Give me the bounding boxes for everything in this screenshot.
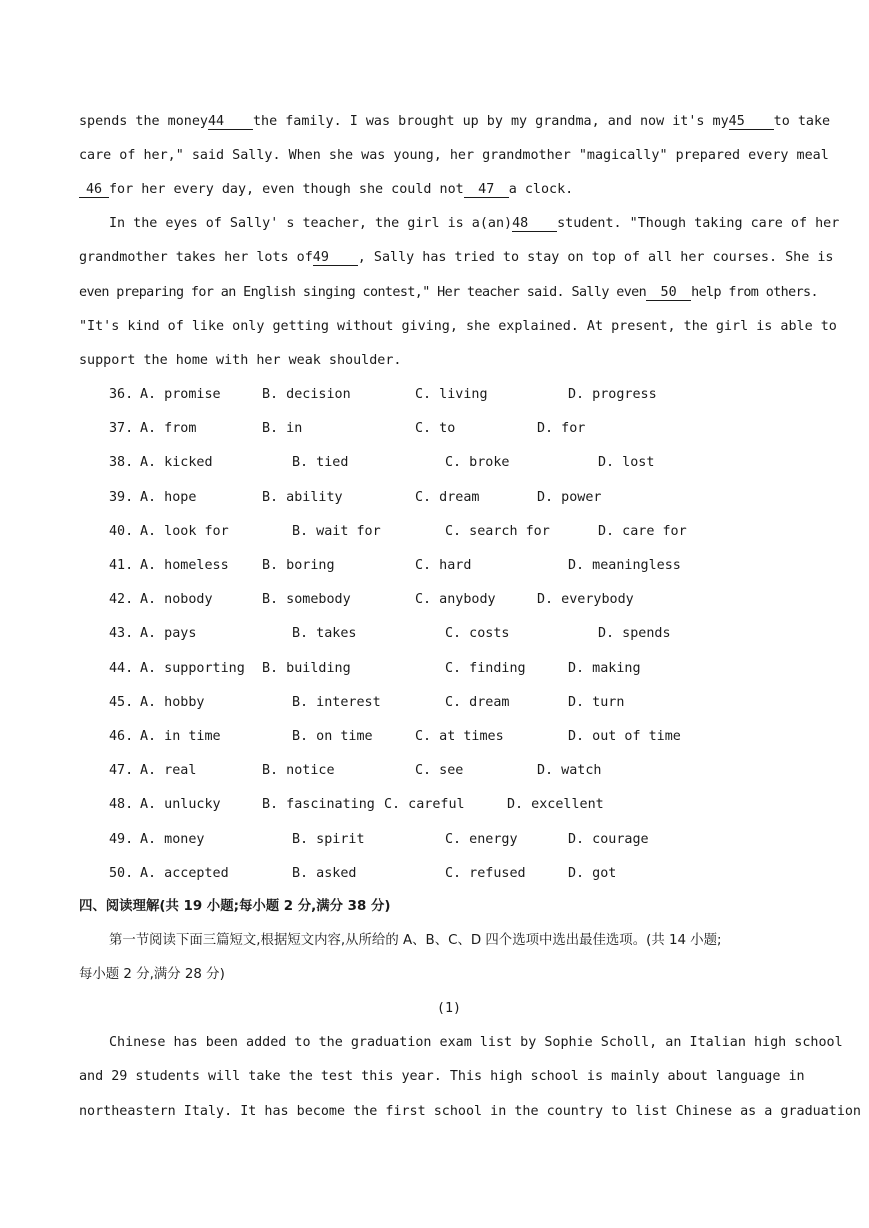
passage-line [79,113,831,131]
blank-49: 49 [313,250,358,266]
option-row [109,489,809,507]
option-a: A. real [140,763,197,779]
passage-number: (1) [436,1001,462,1016]
option-a: A. kicked [140,455,213,471]
option-c: C. costs [445,626,510,642]
option-b: B. spirit [292,831,365,847]
blank-48: 48 [512,216,557,232]
option-c: C. finding [445,660,526,676]
option-b: B. takes [292,626,357,642]
option-d: D. making [568,660,641,676]
passage-line: care of her," said Sally. When she was young, her grandmother "magically" prepared every meal [79,148,829,163]
question-number: 48. [109,797,134,813]
option-c: C. living [415,387,488,402]
option-b: B. boring [262,558,335,573]
passage-line: and 29 students will take the test this year. This high school is mainly about language in [79,1069,805,1084]
blank-45: 45 [729,114,774,130]
question-number: 40. [109,523,134,539]
option-c: C. careful [384,797,465,813]
option-b: B. somebody [262,592,351,608]
question-number: 36. [109,387,134,402]
option-d: D. spends [598,626,671,642]
option-row [109,591,809,609]
option-a: A. pays [140,626,197,642]
section-instructions: 每小题 2 分,满分 28 分) [79,967,225,982]
option-a: A. in time [140,729,221,744]
question-number: 46. [109,729,134,744]
question-number: 39. [109,489,134,505]
passage-line [79,284,818,302]
option-row [109,694,809,712]
option-row [109,420,809,438]
option-c: C. refused [445,865,526,881]
option-c: C. broke [445,455,510,471]
option-d: D. out of time [568,729,681,744]
passage-line [109,215,840,233]
option-d: D. care for [598,523,687,539]
text: spends the money [79,114,208,129]
option-a: A. money [140,831,205,847]
passage-line: support the home with her weak shoulder. [79,353,402,368]
option-row [109,386,809,404]
option-row [109,557,809,575]
option-b: B. building [262,660,351,676]
blank-47: 47 [464,182,509,198]
option-a: A. unlucky [140,797,221,813]
option-row [109,625,809,643]
option-a: A. accepted [140,865,229,881]
option-d: D. turn [568,694,625,710]
blank-50: 50 [646,285,691,301]
option-d: D. got [568,865,617,881]
option-c: C. dream [415,489,480,505]
option-c: C. to [415,421,456,437]
option-row [109,454,809,472]
option-b: B. fascinating [262,797,375,813]
option-c: C. anybody [415,592,496,608]
option-b: B. wait for [292,523,381,539]
option-a: A. promise [140,387,221,402]
option-d: D. for [537,421,586,437]
option-b: B. decision [262,387,351,402]
option-row [109,865,809,883]
option-b: B. on time [292,729,373,744]
option-row [109,660,809,678]
text: even preparing for an English singing contest," Her teacher said. Sally even [79,285,647,300]
option-c: C. energy [445,831,518,847]
section-heading: 四、阅读理解(共 19 小题;每小题 2 分,满分 38 分) [79,899,391,914]
option-b: B. ability [262,489,343,505]
question-number: 50. [109,865,134,881]
option-c: C. dream [445,694,510,710]
blank-46: 46 [79,182,109,198]
option-b: B. interest [292,694,381,710]
passage-line [79,181,573,199]
option-c: C. hard [415,558,472,573]
text: for her every day, even though she could not [109,182,464,197]
question-number: 38. [109,455,134,471]
text: help from others. [691,285,818,300]
text: grandmother takes her lots of [79,250,313,265]
option-b: B. notice [262,763,335,779]
question-number: 42. [109,592,134,608]
option-d: D. power [537,489,602,505]
option-d: D. excellent [507,797,604,813]
option-row [109,831,809,849]
option-a: A. homeless [140,558,229,573]
option-row [109,523,809,541]
question-number: 45. [109,694,134,710]
passage-line: Chinese has been added to the graduation exam list by Sophie Scholl, an Italian high school [109,1035,843,1050]
option-a: A. hope [140,489,197,505]
option-a: A. supporting [140,660,245,676]
question-number: 43. [109,626,134,642]
option-a: A. look for [140,523,229,539]
option-c: C. see [415,763,464,779]
blank-44: 44 [208,114,253,130]
option-d: D. progress [568,387,657,402]
option-a: A. hobby [140,694,205,710]
text: a clock. [508,182,574,197]
text: the family. I was brought up by my grandma, and now it's my [253,114,729,129]
option-row [109,728,809,746]
text: In the eyes of Sally' s teacher, the girl is a(an) [109,216,513,231]
option-b: B. in [262,421,303,437]
passage-line: "It's kind of like only getting without giving, she explained. At present, the girl is able to [79,319,837,334]
option-d: D. everybody [537,592,634,608]
text: student. "Though taking care of her [557,216,840,231]
option-d: D. watch [537,763,602,779]
section-instructions: 第一节阅读下面三篇短文,根据短文内容,从所给的 A、B、C、D 四个选项中选出最佳选项。(共 14 小题; [109,933,722,948]
text: , Sally has tried to stay on top of all her courses. She is [357,250,834,265]
question-number: 44. [109,660,134,676]
passage-line: northeastern Italy. It has become the first school in the country to list Chinese as a graduation [79,1104,861,1119]
option-row [109,762,809,780]
option-d: D. lost [598,455,655,471]
option-c: C. at times [415,729,504,744]
option-a: A. nobody [140,592,213,608]
option-b: B. tied [292,455,349,471]
question-number: 47. [109,763,134,779]
option-c: C. search for [445,523,550,539]
option-b: B. asked [292,865,357,881]
option-d: D. courage [568,831,649,847]
question-number: 37. [109,421,134,437]
passage-line [79,249,834,267]
question-number: 41. [109,558,134,573]
text: to take [773,114,831,129]
option-d: D. meaningless [568,558,681,573]
question-number: 49. [109,831,134,847]
option-a: A. from [140,421,197,437]
option-row [109,796,809,814]
